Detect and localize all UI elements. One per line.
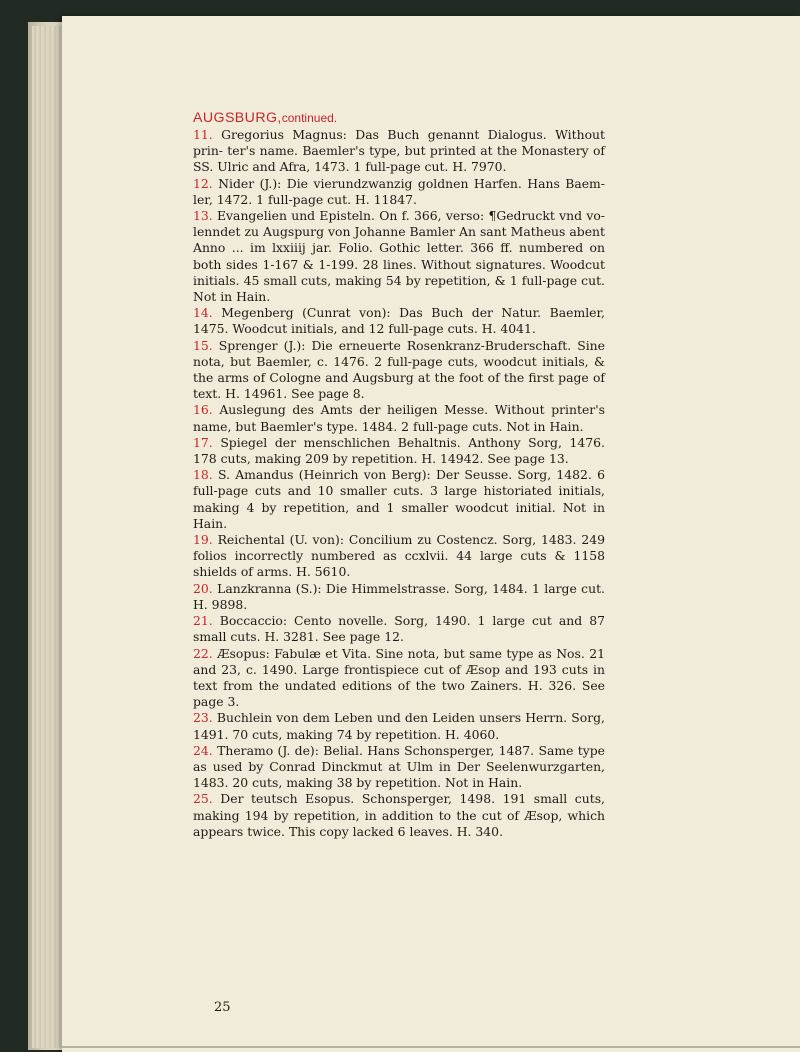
entry-number: 22. [193,645,213,661]
entry-text: Evangelien und Episteln. On f. 366, verso: ¶Gedruckt vnd vo- lenndet zu Augspurg von Johanne Bamler An sant Matheus abent Anno ... im lxxiiij jar. Folio. Gothic letter. 366 ff. numbered on both sides 1-167 & 1-199. 28 lines. Without signatures. Woodcut initials. 45 small cuts, making 54 by repetition, & 1 full-page cut. Not in Hain. [193,208,605,305]
heading-continued: continued. [281,111,338,125]
entry-text: Boccaccio: Cento novelle. Sorg, 1490. 1 large cut and 87 small cuts. H. 3281. See page 12. [193,613,605,645]
entry-number: 25. [193,791,213,807]
catalogue-entry [193,791,605,840]
catalogue-entry [193,613,605,645]
entry-list [193,127,605,840]
entry-number: 20. [193,580,213,596]
catalogue-entry [193,435,605,467]
catalogue-entry [193,338,605,403]
page-edges [32,26,62,1048]
entry-text: Der teutsch Esopus. Schonsperger, 1498. 191 small cuts, making 194 by repetition, in addition to the cut of Æsop, which appears twice. This copy lacked 6 leaves. H. 340. [193,791,605,839]
entry-number: 13. [193,208,213,224]
entry-number: 19. [193,532,213,548]
catalogue-text [193,110,605,840]
entry-number: 24. [193,742,213,758]
entry-text: Reichental (U. von): Concilium zu Costencz. Sorg, 1483. 249 folios incorrectly numbered as ccxlvii. 44 large cuts & 1158 shields of arms. H. 5610. [193,532,605,580]
catalogue-entry [193,467,605,532]
entry-number: 12. [193,175,213,191]
entry-text: Nider (J.): Die vierundzwanzig goldnen Harfen. Hans Baem- ler, 1472. 1 full-page cut. H. 11847. [193,175,605,207]
entry-number: 16. [193,402,213,418]
catalogue-entry [193,581,605,613]
entry-text: S. Amandus (Heinrich von Berg): Der Seusse. Sorg, 1482. 6 full-page cuts and 10 smaller cuts. 3 large historiated initials, making 4 by repetition, and 1 smaller woodcut initial. Not in Hain. [193,467,605,531]
section-heading [193,110,605,127]
entry-number: 14. [193,305,213,321]
show-through-text [622,26,800,526]
heading-title: AUGSBURG, [193,110,282,126]
page-bottom-edge [62,1046,800,1048]
entry-number: 17. [193,434,213,450]
catalogue-entry [193,646,605,711]
catalogue-entry [193,208,605,305]
page-number: 25 [214,1000,231,1015]
entry-number: 11. [193,127,213,142]
entry-number: 18. [193,467,213,483]
entry-text: Theramo (J. de): Belial. Hans Schonsperger, 1487. Same type as used by Conrad Dinckmut at Ulm in Der Seelenwurzgarten, 1483. 20 cuts, making 38 by repetition. Not in Hain. [193,742,605,791]
entry-number: 23. [193,710,213,726]
entry-text: Sprenger (J.): Die erneuerte Rosenkranz-Bruderschaft. Sine nota, but Baemler, c. 1476. 2 full-page cuts, woodcut initials, & the arms of Cologne and Augsburg at the foot of the first page of text. H. 14961. See page 8. [193,337,605,402]
catalogue-entry [193,127,605,176]
catalogue-entry [193,710,605,742]
catalogue-entry [193,402,605,434]
catalogue-entry [193,532,605,581]
entry-number: 15. [193,337,213,353]
entry-number: 21. [193,613,213,629]
catalogue-entry [193,743,605,792]
entry-text: Buchlein von dem Leben und den Leiden unsers Herrn. Sorg, 1491. 70 cuts, making 74 by repetition. H. 4060. [193,710,605,742]
entry-text: Æsopus: Fabulæ et Vita. Sine nota, but same type as Nos. 21 and 23, c. 1490. Large frontispiece cut of Æsop and 193 cuts in text from the undated editions of the two Zainers. H. 326. See page 3. [193,645,605,710]
catalogue-entry [193,176,605,208]
entry-text: Spiegel der menschlichen Behaltnis. Anthony Sorg, 1476. 178 cuts, making 209 by repetition. H. 14942. See page 13. [193,434,605,467]
entry-text: Lanzkranna (S.): Die Himmelstrasse. Sorg, 1484. 1 large cut. H. 9898. [193,580,605,612]
catalogue-entry [193,305,605,337]
entry-text: Megenberg (Cunrat von): Das Buch der Natur. Baemler, 1475. Woodcut initials, and 12 full-page cuts. H. 4041. [193,305,605,337]
entry-text: Gregorius Magnus: Das Buch genannt Dialogus. Without prin- ter's name. Baemler's type, but printed at the Monastery of SS. Ulric and Afra, 1473. 1 full-page cut. H. 7970. [193,127,605,175]
entry-text: Auslegung des Amts der heiligen Messe. Without printer's name, but Baemler's type. 1484. 2 full-page cuts. Not in Hain. [193,402,605,434]
